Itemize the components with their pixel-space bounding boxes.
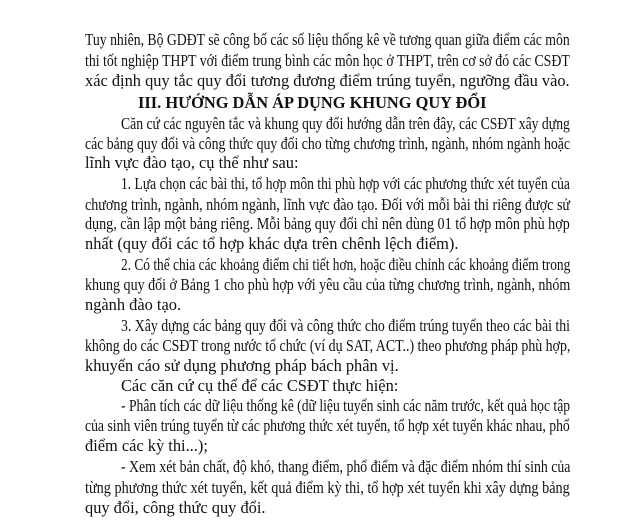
item-3-line-2: không do các CSĐT trong nước tổ chức (ví dụ SAT, ACT..) theo phương pháp phù hợp, xyxy=(85,335,571,355)
bullet-1-line-1: - Phân tích các dữ liệu thống kê (dữ liệu tuyển sinh các năm trước, kết quả học tập xyxy=(121,396,571,416)
basis-line-2: các bảng quy đổi và công thức quy đổi cho từng chương trình, ngành, nhóm ngành hoặc xyxy=(85,134,571,154)
bullet-2-line-2: từng phương thức xét tuyển, kết quả điểm kỳ thi, tổ hợp xét tuyển khi xây dựng bảng xyxy=(85,478,570,497)
item-2-line-1: 2. Có thể chia các khoảng điểm chi tiết hơn, hoặc điều chỉnh các khoảng điểm trong xyxy=(121,254,571,274)
bullet-2-line-3: quy đổi, công thức quy đổi. xyxy=(85,498,266,517)
bullet-2-line-1: - Xem xét bản chất, độ khó, thang điểm, phổ điểm và đặc điểm nhóm thí sinh của xyxy=(121,457,571,477)
intro-line-1: Tuy nhiên, Bộ GDĐT sẽ công bố các số liệu thống kê về tương quan giữa điểm các môn xyxy=(85,30,570,49)
section-heading: III. HƯỚNG DẪN ÁP DỤNG KHUNG QUY ĐỔI xyxy=(138,92,487,112)
item-2-line-3: ngành đào tạo. xyxy=(85,294,182,314)
basis-line-1: Căn cứ các nguyên tắc và khung quy đổi hướng dẫn trên đây, các CSĐT xây dựng xyxy=(121,114,570,134)
item-3-line-3: khuyến cáo sử dụng phương pháp bách phân vị. xyxy=(85,355,399,375)
item-2-line-2: khung quy đổi ở Bảng 1 cho phù hợp với yêu cầu của từng chương trình, ngành, nhóm xyxy=(85,274,571,294)
item-1-line-3: dụng, cần lập một bảng riêng. Mỗi bảng quy đổi chỉ nên dùng 01 tổ hợp môn phù hợp xyxy=(85,214,570,234)
bullet-1-line-2: của sinh viên trúng tuyển từ các phương thức xét tuyển, tổ hợp xét tuyển khác nhau, phổ xyxy=(85,416,570,436)
basis-line-3: lĩnh vực đào tạo, cụ thể như sau: xyxy=(85,153,299,173)
item-3-line-1: 3. Xây dựng các bảng quy đổi và công thức cho điểm trúng tuyển theo các bài thi xyxy=(121,315,571,335)
item-1-line-4: nhất (quy đổi các tổ hợp khác dựa trên chênh lệch điểm). xyxy=(85,234,459,253)
details-line-1: Các căn cứ cụ thể để các CSĐT thực hiện: xyxy=(121,375,399,395)
item-1-line-2: chương trình, ngành, nhóm ngành, lĩnh vực đào tạo. Đối với mỗi bài thi riêng được sử xyxy=(85,195,571,214)
bullet-1-line-3: điểm các kỳ thi...); xyxy=(85,436,208,456)
intro-line-2: thi tốt nghiệp THPT với điểm trung bình các môn học ở THPT, trên cơ sở đó các CSĐT xyxy=(85,50,570,70)
item-1-line-1: 1. Lựa chọn các bài thi, tổ hợp môn thi phù hợp với các phương thức xét tuyển của xyxy=(121,174,570,194)
intro-line-3: xác định quy tắc quy đổi tương đương điểm trúng tuyển, ngưỡng đầu vào. xyxy=(85,70,570,90)
